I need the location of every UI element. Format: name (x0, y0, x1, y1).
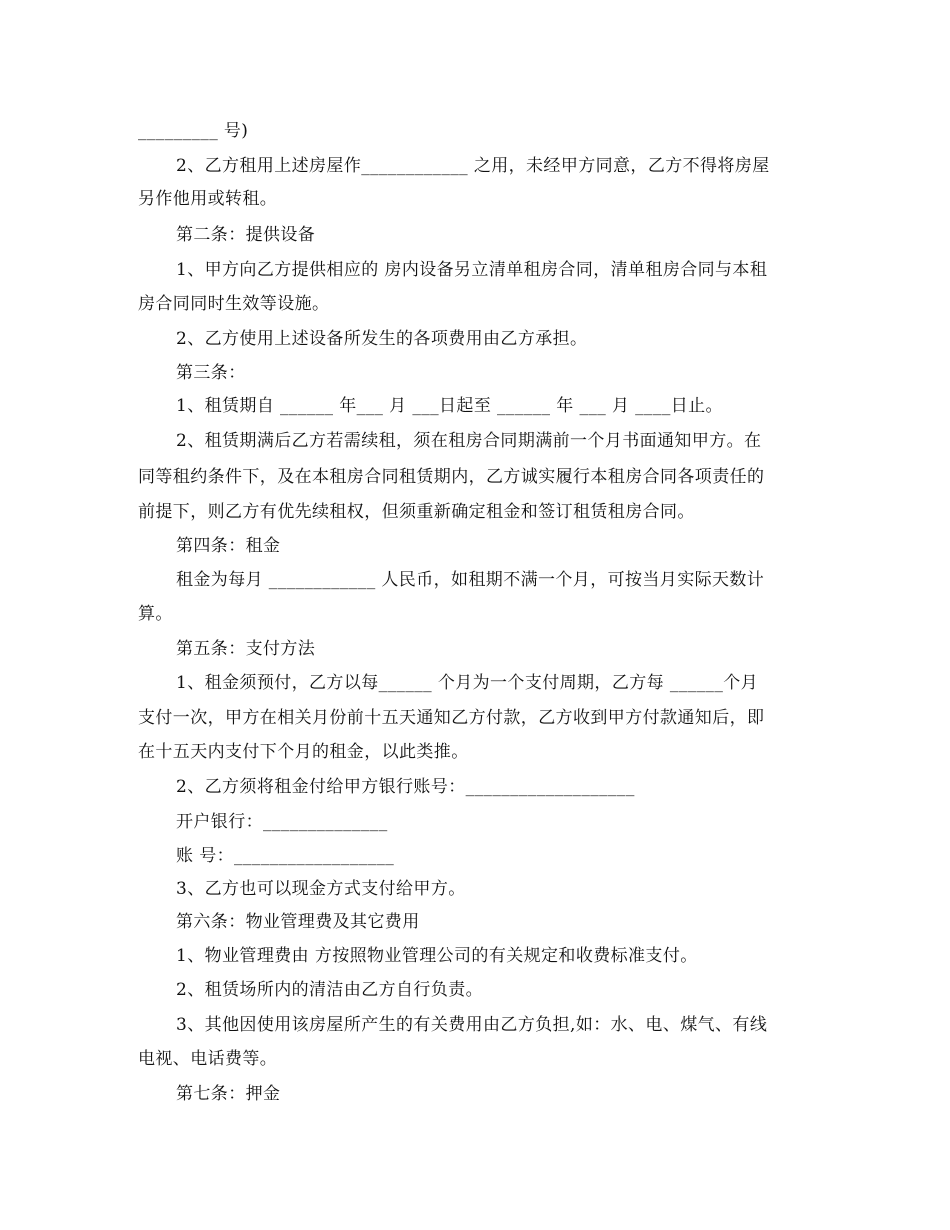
text-line: 前提下，则乙方有优先续租权，但须重新确定租金和签订租赁租房合同。 (138, 502, 695, 522)
text-line: 1、租赁期自 ______ 年___ 月 ___日起至 ______ 年 ___ 月 ____日止。 (176, 396, 723, 416)
text-line: 电视、电话费等。 (138, 1049, 278, 1069)
text-line: 1、租金须预付，乙方以每______ 个月为一个支付周期，乙方每 ______个月 (176, 673, 759, 693)
text-line: 3、乙方也可以现金方式支付给甲方。 (176, 879, 466, 899)
text-line: 开户银行：______________ (176, 812, 388, 832)
section-heading: 第四条：租金 (176, 536, 281, 556)
text-line: 算。 (138, 604, 173, 624)
text-line: 2、乙方租用上述房屋作____________ 之用，未经甲方同意，乙方不得将房屋 (176, 156, 770, 176)
text-line: 2、租赁场所内的清洁由乙方自行负责。 (176, 980, 484, 1000)
section-heading: 第三条： (176, 363, 246, 383)
text-line: 1、甲方向乙方提供相应的 房内设备另立清单租房合同，清单租房合同与本租 (176, 260, 768, 280)
text-line: 1、物业管理费由 方按照物业管理公司的有关规定和收费标准支付。 (176, 946, 698, 966)
text-line: 2、乙方使用上述设备所发生的各项费用由乙方承担。 (176, 329, 588, 349)
text-line: 房合同同时生效等设施。 (138, 294, 330, 314)
section-heading: 第七条：押金 (176, 1084, 281, 1104)
section-heading: 第二条：提供设备 (176, 225, 316, 245)
text-line: 在十五天内支付下个月的租金，以此类推。 (138, 742, 469, 762)
text-line: 同等租约条件下，及在本租房合同租赁期内，乙方诚实履行本租房合同各项责任的 (138, 467, 765, 487)
text-line: 租金为每月 ____________ 人民币，如租期不满一个月，可按当月实际天数计 (176, 570, 765, 590)
text-line: 另作他用或转租。 (138, 189, 278, 209)
text-line: 2、租赁期满后乙方若需续租，须在租房合同期满前一个月书面通知甲方。在 (176, 431, 762, 451)
text-line: 账 号：__________________ (176, 846, 395, 866)
text-line: 3、其他因使用该房屋所产生的有关费用由乙方负担,如：水、电、煤气、有线 (176, 1015, 768, 1035)
text-line: 2、乙方须将租金付给甲方银行账号：___________________ (176, 777, 635, 797)
text-line: 支付一次，甲方在相关月份前十五天通知乙方付款，乙方收到甲方付款通知后，即 (138, 708, 765, 728)
section-heading: 第五条：支付方法 (176, 639, 316, 659)
section-heading: 第六条：物业管理费及其它费用 (176, 912, 420, 932)
text-line: _________ 号) (138, 121, 249, 141)
